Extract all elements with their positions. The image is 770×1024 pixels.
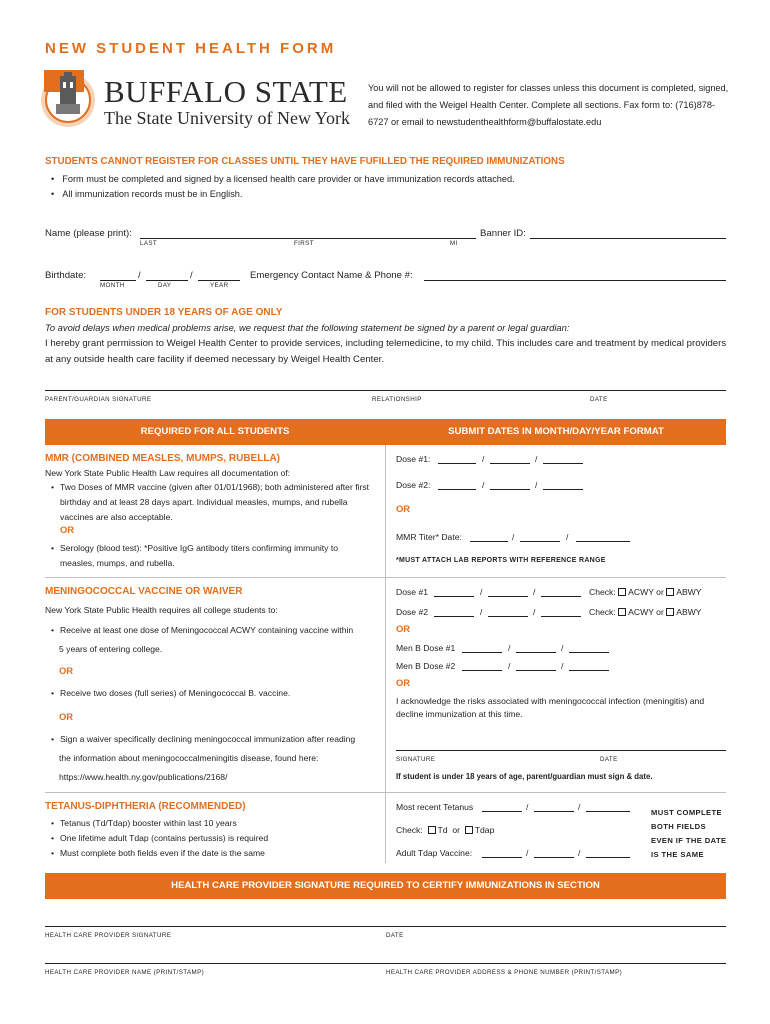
recent-tetanus-month[interactable] xyxy=(482,811,522,812)
mening-dose1-month[interactable] xyxy=(434,596,474,597)
must-complete-note: MUST COMPLETE BOTH FIELDS EVEN IF THE DATE IS THE SAME xyxy=(651,808,727,859)
submit-dates-header: SUBMIT DATES IN MONTH/DAY/YEAR FORMAT xyxy=(448,426,664,437)
provider-address-caption: HEALTH CARE PROVIDER ADDRESS & PHONE NUMBER (PRINT/STAMP) xyxy=(386,969,623,976)
acwy-checkbox-1[interactable] xyxy=(618,588,626,596)
mening-dose2-year[interactable] xyxy=(541,616,581,617)
tetanus-bullet-2: • One lifetime adult Tdap (contains pertussis) is required xyxy=(51,833,269,843)
mmr-dose2-month[interactable] xyxy=(438,489,476,490)
td-checkbox[interactable] xyxy=(428,826,436,834)
warning-bullet: • All immunization records must be in English. xyxy=(45,187,515,202)
tetanus-type-check: Check: Td or Tdap xyxy=(396,825,495,835)
menb-dose2-label: Men B Dose #2 xyxy=(396,661,456,671)
mmr-dose1-day[interactable] xyxy=(490,463,530,464)
abwy-checkbox-2[interactable] xyxy=(666,608,674,616)
university-seal-logo xyxy=(40,68,100,130)
mmr-dose2-day[interactable] xyxy=(490,489,530,490)
menb-dose1-day[interactable] xyxy=(516,652,556,653)
emergency-contact-label: Emergency Contact Name & Phone #: xyxy=(250,270,413,281)
mening-dose1-day[interactable] xyxy=(488,596,528,597)
recent-tetanus-day[interactable] xyxy=(534,811,574,812)
mmr-or: OR xyxy=(60,524,75,535)
menb-dose2-month[interactable] xyxy=(462,670,502,671)
immunization-warning-heading: STUDENTS CANNOT REGISTER FOR CLASSES UNTIL THEY HAVE FUFILLED THE REQUIRED IMMUNIZATIONS xyxy=(45,156,565,167)
meningococcal-intro: New York State Public Health requires all college students to: xyxy=(45,605,278,615)
relationship-caption: RELATIONSHIP xyxy=(372,396,422,403)
mi-caption: MI xyxy=(450,240,458,247)
parent-signature-line[interactable] xyxy=(45,390,726,391)
year-caption: YEAR xyxy=(210,282,229,289)
meningococcal-bullet-3: • Sign a waiver specifically declining meningococcal immunization after reading xyxy=(51,734,356,744)
warning-bullets xyxy=(45,172,515,202)
tetanus-bullet-3: • Must complete both fields even if the date is the same xyxy=(51,848,265,858)
mening-date-or-1: OR xyxy=(396,623,411,634)
mmr-dose2-label: Dose #2: xyxy=(396,480,431,490)
mmr-lab-report-note: *MUST ATTACH LAB REPORTS WITH REFERENCE RANGE xyxy=(396,557,606,564)
month-caption: MONTH xyxy=(100,282,125,289)
minor-heading: FOR STUDENTS UNDER 18 YEARS OF AGE ONLY xyxy=(45,307,283,318)
waiver-date-caption: DATE xyxy=(600,756,618,763)
mening-dose1-year[interactable] xyxy=(541,596,581,597)
mmr-bullet-1: • Two Doses of MMR vaccine (given after 01/01/1968); both administered after first birthday and at least 28 days apart. Individual measles, mumps, and rubella vaccines are also acceptable. xyxy=(51,482,370,522)
adult-tdap-day[interactable] xyxy=(534,857,574,858)
menb-dose2-day[interactable] xyxy=(516,670,556,671)
day-caption: DAY xyxy=(158,282,172,289)
adult-tdap-month[interactable] xyxy=(482,857,522,858)
meningococcal-or-2: OR xyxy=(59,711,74,722)
last-caption: LAST xyxy=(140,240,158,247)
provider-name-line[interactable] xyxy=(45,963,726,964)
first-caption: FIRST xyxy=(294,240,314,247)
form-title: NEW STUDENT HEALTH FORM xyxy=(45,40,337,57)
mmr-titer-label: MMR Titer* Date: xyxy=(396,532,462,542)
provider-name-caption: HEALTH CARE PROVIDER NAME (PRINT/STAMP) xyxy=(45,969,205,976)
minor-request-text: To avoid delays when medical problems arise, we request that the following statement be signed by a parent or legal guardian: xyxy=(45,322,570,333)
recent-tetanus-year[interactable] xyxy=(586,811,630,812)
meningococcal-heading: MENINGOCOCCAL VACCINE OR WAIVER xyxy=(45,586,243,597)
waiver-signature-caption: SIGNATURE xyxy=(396,756,436,763)
mmr-titer-day[interactable] xyxy=(520,541,560,542)
mening-dose2-check: Check: ACWY or ABWY xyxy=(589,607,702,617)
mmr-heading: MMR (COMBINED MEASLES, MUMPS, RUBELLA) xyxy=(45,453,280,464)
meningococcal-bullet-1-cont: 5 years of entering college. xyxy=(59,644,163,654)
birth-day-field[interactable] xyxy=(146,280,188,281)
abwy-checkbox-1[interactable] xyxy=(666,588,674,596)
mmr-dose1-label: Dose #1: xyxy=(396,454,431,464)
meningitis-acknowledgement: I acknowledge the risks associated with meningococcal infection (meningitis) and decline immunization at this time. xyxy=(396,696,705,719)
meningococcal-or-1: OR xyxy=(59,665,74,676)
mmr-dose2-year[interactable] xyxy=(543,489,583,490)
waiver-signature-line[interactable] xyxy=(396,750,726,751)
logo-subtitle: The State University of New York xyxy=(104,108,350,128)
provider-signature-caption: HEALTH CARE PROVIDER SIGNATURE xyxy=(45,932,172,939)
meningococcal-bullet-2: • Receive two doses (full series) of Meningococcal B. vaccine. xyxy=(51,688,291,698)
emergency-contact-field[interactable] xyxy=(424,280,726,281)
tetanus-heading: TETANUS-DIPHTHERIA (RECOMMENDED) xyxy=(45,801,246,812)
banner-id-field[interactable] xyxy=(530,238,726,239)
warning-bullet: • Form must be completed and signed by a licensed health care provider or have immunization records attached. xyxy=(45,172,515,187)
mening-dose1-check: Check: ACWY or ABWY xyxy=(589,587,702,597)
mening-date-or-2: OR xyxy=(396,677,411,688)
meningococcal-waiver-link[interactable]: https://www.health.ny.gov/publications/2168/ xyxy=(59,772,228,782)
mmr-titer-year[interactable] xyxy=(576,541,630,542)
menb-dose1-label: Men B Dose #1 xyxy=(396,643,456,653)
birthdate-label: Birthdate: xyxy=(45,270,87,281)
banner-id-label: Banner ID: xyxy=(480,228,526,239)
mmr-intro: New York State Public Health Law requires all documentation of: xyxy=(45,468,291,478)
menb-dose1-year[interactable] xyxy=(569,652,609,653)
recent-tetanus-label: Most recent Tetanus xyxy=(396,802,474,812)
provider-signature-line[interactable] xyxy=(45,926,726,927)
intro-text: You will not be allowed to register for classes unless this document is completed, signed, and filed with the Weigel Health Center. Complete all sections. Fax form to: (716)878-6727 or email to newstudenthealthform@buffalostate.edu xyxy=(368,83,729,127)
required-for-all-header: REQUIRED FOR ALL STUDENTS xyxy=(140,426,290,437)
name-field[interactable] xyxy=(140,238,476,239)
mmr-dose1-month[interactable] xyxy=(438,463,476,464)
minor-permission-text: I hereby grant permission to Weigel Health Center to provide services, including telemedicine, to my child. This includes care and treatment by medical providers at any outside health care facility if deemed necessary by Weigel Health Center. xyxy=(45,338,727,365)
waiver-under-18-note: If student is under 18 years of age, parent/guardian must sign & date. xyxy=(396,772,653,781)
menb-dose2-year[interactable] xyxy=(569,670,609,671)
mmr-date-or: OR xyxy=(396,503,411,514)
provider-date-caption: DATE xyxy=(386,932,404,939)
acwy-checkbox-2[interactable] xyxy=(618,608,626,616)
birth-month-field[interactable] xyxy=(100,280,136,281)
parent-date-caption: DATE xyxy=(590,396,608,403)
mening-dose2-month[interactable] xyxy=(434,616,474,617)
meningococcal-bullet-1: • Receive at least one dose of Meningococcal ACWY containing vaccine within xyxy=(51,625,354,635)
adult-tdap-year[interactable] xyxy=(586,857,630,858)
mmr-dose1-year[interactable] xyxy=(543,463,583,464)
mening-dose1-label: Dose #1 xyxy=(396,587,429,597)
meningococcal-bullet-3-cont: the information about meningococcalmeningitis disease, found here: xyxy=(59,753,319,763)
mmr-titer-month[interactable] xyxy=(470,541,508,542)
parent-signature-caption: PARENT/GUARDIAN SIGNATURE xyxy=(45,396,152,403)
name-label: Name (please print): xyxy=(45,228,132,239)
mmr-bullet-2: • Serology (blood test): *Positive IgG antibody titers confirming immunity to measles, mumps, and rubella. xyxy=(51,543,338,568)
menb-dose1-month[interactable] xyxy=(462,652,502,653)
mening-dose2-label: Dose #2 xyxy=(396,607,429,617)
mening-dose2-day[interactable] xyxy=(488,616,528,617)
tdap-checkbox[interactable] xyxy=(465,826,473,834)
provider-bar-text: HEALTH CARE PROVIDER SIGNATURE REQUIRED TO CERTIFY IMMUNIZATIONS IN SECTION xyxy=(171,880,600,891)
tetanus-bullet-1: • Tetanus (Td/Tdap) booster within last 10 years xyxy=(51,818,237,828)
logo-wordmark: BUFFALO STATE xyxy=(104,74,348,109)
adult-tdap-label: Adult Tdap Vaccine: xyxy=(396,848,473,858)
birth-year-field[interactable] xyxy=(198,280,240,281)
